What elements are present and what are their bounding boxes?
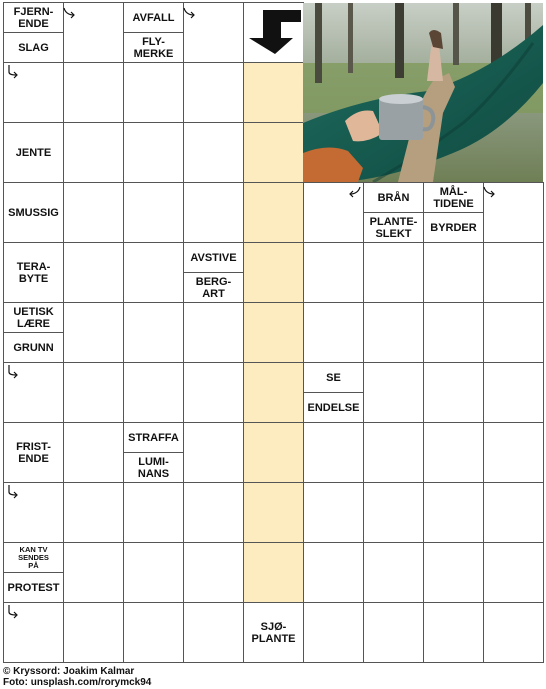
solution-cell[interactable] bbox=[243, 62, 304, 123]
bent-arrow-icon bbox=[6, 604, 22, 620]
solution-cell[interactable] bbox=[243, 482, 304, 543]
clue-protest: PROTEST bbox=[3, 572, 64, 603]
solution-cell[interactable] bbox=[243, 542, 304, 603]
big-down-arrow-icon bbox=[247, 8, 303, 56]
answer-cell[interactable] bbox=[423, 542, 484, 603]
bent-arrow-icon bbox=[482, 185, 498, 201]
answer-cell[interactable] bbox=[123, 482, 184, 543]
answer-cell[interactable] bbox=[483, 422, 544, 483]
answer-cell[interactable] bbox=[423, 362, 484, 423]
answer-cell[interactable] bbox=[423, 302, 484, 363]
answer-cell[interactable] bbox=[483, 302, 544, 363]
answer-cell[interactable] bbox=[363, 362, 424, 423]
answer-cell[interactable] bbox=[363, 482, 424, 543]
answer-cell[interactable] bbox=[303, 422, 364, 483]
clue-byrder: BYRDER bbox=[423, 212, 484, 243]
clue-sjoplante: SJØ- PLANTE bbox=[243, 602, 304, 663]
clue-smussig: SMUSSIG bbox=[3, 182, 64, 243]
clue-fjernende: FJERN- ENDE bbox=[3, 2, 64, 33]
clue-slag: SLAG bbox=[3, 32, 64, 63]
bent-arrow-icon bbox=[62, 6, 78, 22]
answer-cell[interactable] bbox=[183, 422, 244, 483]
answer-cell[interactable] bbox=[63, 62, 124, 123]
answer-cell[interactable] bbox=[483, 242, 544, 303]
answer-cell[interactable] bbox=[123, 302, 184, 363]
clue-grunn: GRUNN bbox=[3, 332, 64, 363]
solution-cell[interactable] bbox=[243, 122, 304, 183]
answer-cell[interactable] bbox=[123, 182, 184, 243]
solution-cell[interactable] bbox=[243, 242, 304, 303]
answer-cell[interactable] bbox=[483, 542, 544, 603]
bent-arrow-icon bbox=[6, 364, 22, 380]
answer-cell[interactable] bbox=[423, 422, 484, 483]
clue-luminans: LUMI- NANS bbox=[123, 452, 184, 483]
clue-kantvsendespa: KAN TV SENDES PÅ bbox=[3, 542, 64, 573]
answer-cell[interactable] bbox=[303, 302, 364, 363]
answer-cell[interactable] bbox=[183, 62, 244, 123]
answer-cell[interactable] bbox=[63, 422, 124, 483]
solution-cell[interactable] bbox=[243, 422, 304, 483]
answer-cell[interactable] bbox=[123, 362, 184, 423]
answer-cell[interactable] bbox=[363, 302, 424, 363]
photo-credit: Foto: unsplash.com/rorymck94 bbox=[3, 677, 152, 688]
answer-cell[interactable] bbox=[363, 542, 424, 603]
answer-cell[interactable] bbox=[303, 482, 364, 543]
answer-cell[interactable] bbox=[483, 482, 544, 543]
hammock-photo bbox=[303, 3, 543, 182]
answer-cell[interactable] bbox=[63, 602, 124, 663]
answer-cell[interactable] bbox=[123, 62, 184, 123]
answer-cell[interactable] bbox=[423, 602, 484, 663]
solution-cell[interactable] bbox=[243, 362, 304, 423]
answer-cell[interactable] bbox=[183, 302, 244, 363]
clue-fristende: FRIST- ENDE bbox=[3, 422, 64, 483]
bent-arrow-icon bbox=[6, 484, 22, 500]
bent-arrow-icon bbox=[6, 64, 22, 80]
bent-arrow-icon bbox=[182, 6, 198, 22]
clue-terabyte: TERA- BYTE bbox=[3, 242, 64, 303]
answer-cell[interactable] bbox=[123, 242, 184, 303]
clue-avfall: AVFALL bbox=[123, 2, 184, 33]
answer-cell[interactable] bbox=[363, 422, 424, 483]
clue-maltidene: MÅL- TIDENE bbox=[423, 182, 484, 213]
solution-cell[interactable] bbox=[243, 182, 304, 243]
clue-jente: JENTE bbox=[3, 122, 64, 183]
crossword-credit: © Kryssord: Joakim Kalmar bbox=[3, 666, 135, 677]
clue-uetisklaere: UETISK LÆRE bbox=[3, 302, 64, 333]
answer-cell[interactable] bbox=[63, 482, 124, 543]
answer-cell[interactable] bbox=[123, 602, 184, 663]
answer-cell[interactable] bbox=[183, 362, 244, 423]
clue-bergart: BERG- ART bbox=[183, 272, 244, 303]
credits bbox=[3, 666, 151, 688]
answer-cell[interactable] bbox=[63, 242, 124, 303]
answer-cell[interactable] bbox=[183, 182, 244, 243]
clue-bran: BRÅN bbox=[363, 182, 424, 213]
answer-cell[interactable] bbox=[303, 542, 364, 603]
solution-cell[interactable] bbox=[243, 302, 304, 363]
clue-avstive: AVSTIVE bbox=[183, 242, 244, 273]
answer-cell[interactable] bbox=[423, 482, 484, 543]
answer-cell[interactable] bbox=[363, 242, 424, 303]
clue-endelse: ENDELSE bbox=[303, 392, 364, 423]
answer-cell[interactable] bbox=[63, 362, 124, 423]
answer-cell[interactable] bbox=[63, 302, 124, 363]
answer-cell[interactable] bbox=[423, 242, 484, 303]
answer-cell[interactable] bbox=[303, 242, 364, 303]
answer-cell[interactable] bbox=[63, 122, 124, 183]
answer-cell[interactable] bbox=[303, 602, 364, 663]
answer-cell[interactable] bbox=[363, 602, 424, 663]
clue-se: SE bbox=[303, 362, 364, 393]
answer-cell[interactable] bbox=[123, 542, 184, 603]
answer-cell[interactable] bbox=[183, 122, 244, 183]
answer-cell[interactable] bbox=[183, 482, 244, 543]
answer-cell[interactable] bbox=[123, 122, 184, 183]
clue-planteslekt: PLANTE- SLEKT bbox=[363, 212, 424, 243]
clue-straffa: STRAFFA bbox=[123, 422, 184, 453]
bent-arrow-icon bbox=[346, 185, 362, 201]
answer-cell[interactable] bbox=[183, 602, 244, 663]
clue-flymerke: FLY- MERKE bbox=[123, 32, 184, 63]
answer-cell[interactable] bbox=[483, 602, 544, 663]
answer-cell[interactable] bbox=[183, 542, 244, 603]
answer-cell[interactable] bbox=[483, 362, 544, 423]
answer-cell[interactable] bbox=[63, 182, 124, 243]
answer-cell[interactable] bbox=[63, 542, 124, 603]
